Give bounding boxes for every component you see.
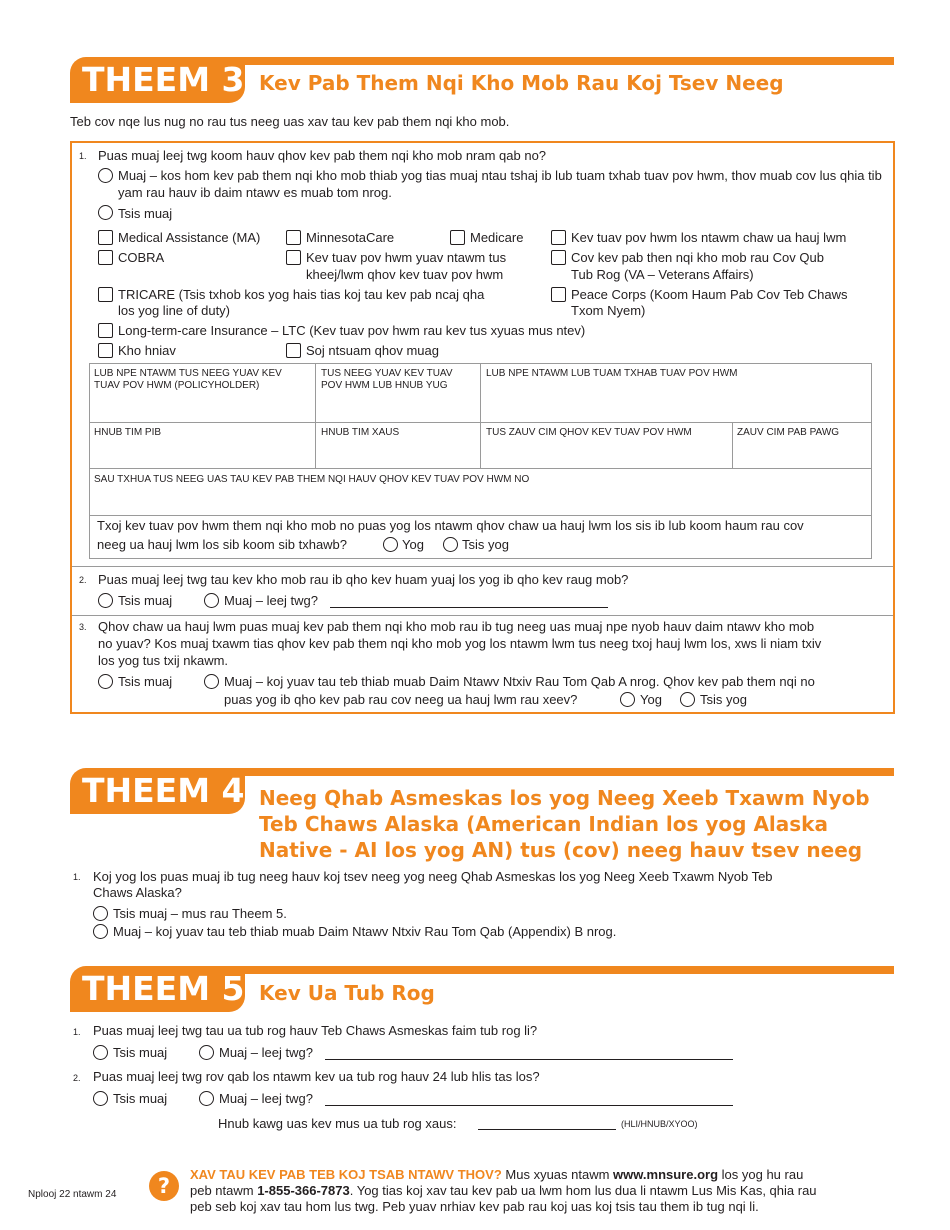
section4-title-2: Teb Chaws Alaska (American Indian los yog Alaska: [259, 812, 828, 836]
q3-yes-label-2: puas yog ib qho kev pab rau cov neeg ua hauj lwm rau xeev?: [224, 692, 578, 707]
s5-q1-no-radio[interactable]: [93, 1045, 108, 1060]
peace-corps-checkbox[interactable]: [551, 287, 566, 302]
page-number: Nplooj 22 ntawm 24: [28, 1189, 117, 1200]
employer-insurance-checkbox[interactable]: [551, 230, 566, 245]
q3-yes-radio[interactable]: [204, 674, 219, 689]
date-format-hint: (HLI/HNUB/XYOO): [621, 1119, 698, 1129]
q1-number: 1.: [79, 151, 87, 161]
q3-state-no-label: Tsis yog: [700, 692, 747, 707]
help-text-3: peb ntawm: [190, 1183, 258, 1198]
s4-yes-radio[interactable]: [93, 924, 108, 939]
q2-yes-radio[interactable]: [204, 593, 219, 608]
employer-question-1: Txoj kev tuav pov hwm them nqi kho mob no puas yog los ntawm qhov chaw ua hauj lwm los sis ib lub koom haum rau cov: [97, 518, 804, 533]
q2-yes-label: Muaj – leej twg?: [224, 593, 318, 608]
cobra-checkbox[interactable]: [98, 250, 113, 265]
q3-state-no-radio[interactable]: [680, 692, 695, 707]
section3-intro: Teb cov nqe lus nug no rau tus neeg uas xav tau kev pab them nqi kho mob.: [70, 114, 510, 129]
table-rule-3: [89, 515, 872, 516]
q2-text: Puas muaj leej twg tau kev kho mob rau ib qho kev huam yuaj los yog ib qho kev raug mob?: [98, 572, 629, 587]
employer-insurance-label: Kev tuav pov hwm los ntawm chaw ua hauj lwm: [571, 230, 847, 245]
dental-checkbox[interactable]: [98, 343, 113, 358]
table-vline-2: [480, 363, 481, 469]
section4-header-rule: [230, 768, 894, 776]
employer-question-2: neeg ua hauj lwm los sib koom sib txhawb?: [97, 537, 348, 552]
q3-yes-label-1: Muaj – koj yuav tau teb thiab muab Daim Ntawv Ntxiv Rau Tom Qab A nrog. Qhov kev pab them nqi no: [224, 674, 815, 689]
s5-q1-number: 1.: [73, 1027, 81, 1037]
s5-q2-who-input[interactable]: [325, 1105, 733, 1106]
q3-text-2: no yuav? Kos muaj txawm tias qhov kev pab them nqi kho mob yog los ntawm lwm tus neeg txoj hauj lwm los, xws li niam txiv: [98, 636, 822, 651]
va-label-2: Tub Rog (VA – Veterans Affairs): [571, 267, 754, 282]
policyholder-name-label-1[interactable]: LUB NPE NTAWM TUS NEEG YUAV KEV: [94, 368, 282, 379]
section3-frame-bottom: [70, 712, 895, 714]
table-vline-1: [315, 363, 316, 469]
q2-number: 2.: [79, 575, 87, 585]
s4-no-label: Tsis muaj – mus rau Theem 5.: [113, 906, 287, 921]
end-date-label[interactable]: HNUB TIM XAUS: [321, 427, 400, 438]
s5-q2-text: Puas muaj leej twg rov qab los ntawm kev ua tub rog hauv 24 lub hlis tas los?: [93, 1069, 540, 1084]
va-label-1: Cov kev pab then nqi kho mob rau Cov Qub: [571, 250, 824, 265]
ma-label: Medical Assistance (MA): [118, 230, 261, 245]
q2-no-radio[interactable]: [98, 593, 113, 608]
employer-yes-label: Yog: [402, 537, 424, 552]
employer-yes-radio[interactable]: [383, 537, 398, 552]
cobra-label: COBRA: [118, 250, 165, 265]
help-line-3: peb seb koj xav tau hom lus twg. Peb yuav nrhiav kev pab rau koj uas koj tsis tau them ib tug nqi li.: [190, 1199, 759, 1214]
tricare-label-1: TRICARE (Tsis txhob kos yog hais tias koj tau kev pab ncaj qha: [118, 287, 485, 302]
q3-no-label: Tsis muaj: [118, 674, 173, 689]
policy-number-label[interactable]: TUS ZAUV CIM QHOV KEV TUAV POV HWM: [486, 427, 692, 438]
policyholder-dob-label-1[interactable]: TUS NEEG YUAV KEV TUAV: [321, 368, 453, 379]
table-vline-3: [732, 422, 733, 469]
q3-no-radio[interactable]: [98, 674, 113, 689]
s4-q1-text-1: Koj yog los puas muaj ib tug neeg hauv koj tsev neeg yog neeg Qhab Asmeskas los yog Neeg Xeeb Txawm Nyob Teb: [93, 869, 773, 884]
section3-frame-top: [70, 141, 895, 143]
q2-q3-divider: [72, 615, 893, 616]
tricare-checkbox[interactable]: [98, 287, 113, 302]
q3-state-yes-radio[interactable]: [620, 692, 635, 707]
s5-q1-yes-radio[interactable]: [199, 1045, 214, 1060]
section4-title-1: Neeg Qhab Asmeskas los yog Neeg Xeeb Txawm Nyob: [259, 786, 870, 810]
start-date-label[interactable]: HNUB TIM PIB: [94, 427, 162, 438]
s5-q1-no-label: Tsis muaj: [113, 1045, 168, 1060]
section3-tab: THEEM 3: [70, 57, 245, 103]
q3-state-yes-label: Yog: [640, 692, 662, 707]
policyholder-name-label-2: TUAV POV HWM (POLICYHOLDER): [94, 380, 260, 391]
group-number-label[interactable]: ZAUV CIM PAB PAWG: [737, 427, 840, 438]
ltc-checkbox[interactable]: [98, 323, 113, 338]
tricare-label-2: los yog line of duty): [118, 303, 231, 318]
section3-title: Kev Pab Them Nqi Kho Mob Rau Koj Tsev Neeg: [259, 71, 784, 95]
s5-q1-text: Puas muaj leej twg tau ua tub rog hauv Teb Chaws Asmeskas faim tub rog li?: [93, 1023, 538, 1038]
s4-yes-label: Muaj – koj yuav tau teb thiab muab Daim Ntawv Ntxiv Rau Tom Qab (Appendix) B nrog.: [113, 924, 617, 939]
help-text: [190, 1167, 890, 1215]
s5-q2-number: 2.: [73, 1073, 81, 1083]
medicare-checkbox[interactable]: [450, 230, 465, 245]
help-text-1: Mus xyuas ntawm: [501, 1167, 614, 1182]
mncare-label: MinnesotaCare: [306, 230, 395, 245]
peace-corps-label-1: Peace Corps (Koom Haum Pab Cov Teb Chaws: [571, 287, 848, 302]
s5-q2-no-radio[interactable]: [93, 1091, 108, 1106]
s5-q1-yes-label: Muaj – leej twg?: [219, 1045, 313, 1060]
section3-frame-right: [893, 141, 895, 714]
q1-yes-radio[interactable]: [98, 168, 113, 183]
q1-yes-label: Muaj – kos hom kev pab them nqi kho mob thiab yog tias muaj ntau tshaj ib lub tuam txhab tuav pov hwm, thov muab cov lus qhia tib yam rau hauv ib daim ntawv es muab tom nrog.: [118, 168, 882, 200]
help-text-2: los yog hu rau: [718, 1167, 804, 1182]
question-icon: ?: [149, 1171, 179, 1201]
section3-header-rule: [230, 57, 894, 65]
medicare-label: Medicare: [470, 230, 524, 245]
section5-title: Kev Ua Tub Rog: [259, 981, 435, 1005]
s4-q1-number: 1.: [73, 872, 81, 882]
section5-tab: THEEM 5: [70, 966, 245, 1012]
s4-no-radio[interactable]: [93, 906, 108, 921]
q1-text: Puas muaj leej twg koom hauv qhov kev pab them nqi kho mob nram qab no?: [98, 148, 547, 163]
help-heading: XAV TAU KEV PAB TEB KOJ TSAB NTAWV THOV?: [190, 1167, 502, 1182]
insurance-company-label[interactable]: LUB NPE NTAWM LUB TUAM TXHAB TUAV POV HWM: [486, 368, 738, 379]
help-line-2: [190, 1183, 890, 1199]
service-end-date-input[interactable]: [478, 1129, 616, 1130]
help-line-1: [190, 1167, 890, 1183]
vision-checkbox[interactable]: [286, 343, 301, 358]
help-url[interactable]: www.mnsure.org: [613, 1167, 719, 1182]
q1-q2-divider: [72, 566, 893, 567]
private-insurance-checkbox[interactable]: [286, 250, 301, 265]
covered-people-label[interactable]: SAU TXHUA TUS NEEG UAS TAU KEV PAB THEM NQI HAUV QHOV KEV TUAV POV HWM NO: [94, 474, 530, 485]
ma-checkbox[interactable]: [98, 230, 113, 245]
s4-q1-text-2: Chaws Alaska?: [93, 885, 182, 900]
private-insurance-label-2: kheej/lwm qhov kev tuav pov hwm: [306, 267, 504, 282]
peace-corps-label-2: Txom Nyem): [571, 303, 646, 318]
va-checkbox[interactable]: [551, 250, 566, 265]
dental-label: Kho hniav: [118, 343, 176, 358]
section5-header-rule: [230, 966, 894, 974]
ltc-label: Long-term-care Insurance – LTC (Kev tuav pov hwm rau kev tus xyuas mus ntev): [118, 323, 586, 338]
vision-label: Soj ntsuam qhov muag: [306, 343, 439, 358]
help-text-4: . Yog tias koj xav tau kev pab ua lwm hom lus dua li ntawm Lus Mis Kas, qhia rau: [349, 1183, 817, 1198]
q2-who-input[interactable]: [330, 607, 608, 608]
q3-number: 3.: [79, 622, 87, 632]
q3-text-1: Qhov chaw ua hauj lwm puas muaj kev pab them nqi kho mob rau ib tug neeg uas muaj npe nyob hauv daim ntawv kho mob: [98, 619, 815, 634]
s5-q2-no-label: Tsis muaj: [113, 1091, 168, 1106]
s5-q2-yes-label: Muaj – leej twg?: [219, 1091, 313, 1106]
section4-title-3: Native - AI los yog AN) tus (cov) neeg hauv tsev neeg: [259, 838, 863, 862]
q1-no-label: Tsis muaj: [118, 206, 173, 221]
service-end-date-label: Hnub kawg uas kev mus ua tub rog xaus:: [218, 1116, 457, 1131]
q1-no-radio[interactable]: [98, 205, 113, 220]
employer-no-radio[interactable]: [443, 537, 458, 552]
private-insurance-label-1: Kev tuav pov hwm yuav ntawm tus: [306, 250, 507, 265]
employer-no-label: Tsis yog: [462, 537, 509, 552]
s5-q2-yes-radio[interactable]: [199, 1091, 214, 1106]
s5-q1-who-input[interactable]: [325, 1059, 733, 1060]
help-phone[interactable]: 1-855-366-7873: [257, 1183, 350, 1198]
q2-no-label: Tsis muaj: [118, 593, 173, 608]
policyholder-dob-label-2: POV HWM LUB HNUB YUG: [321, 380, 448, 391]
section4-tab: THEEM 4: [70, 768, 245, 814]
section3-frame-left: [70, 141, 72, 714]
mncare-checkbox[interactable]: [286, 230, 301, 245]
q3-text-3: los yog tus txij nkawm.: [98, 653, 229, 668]
